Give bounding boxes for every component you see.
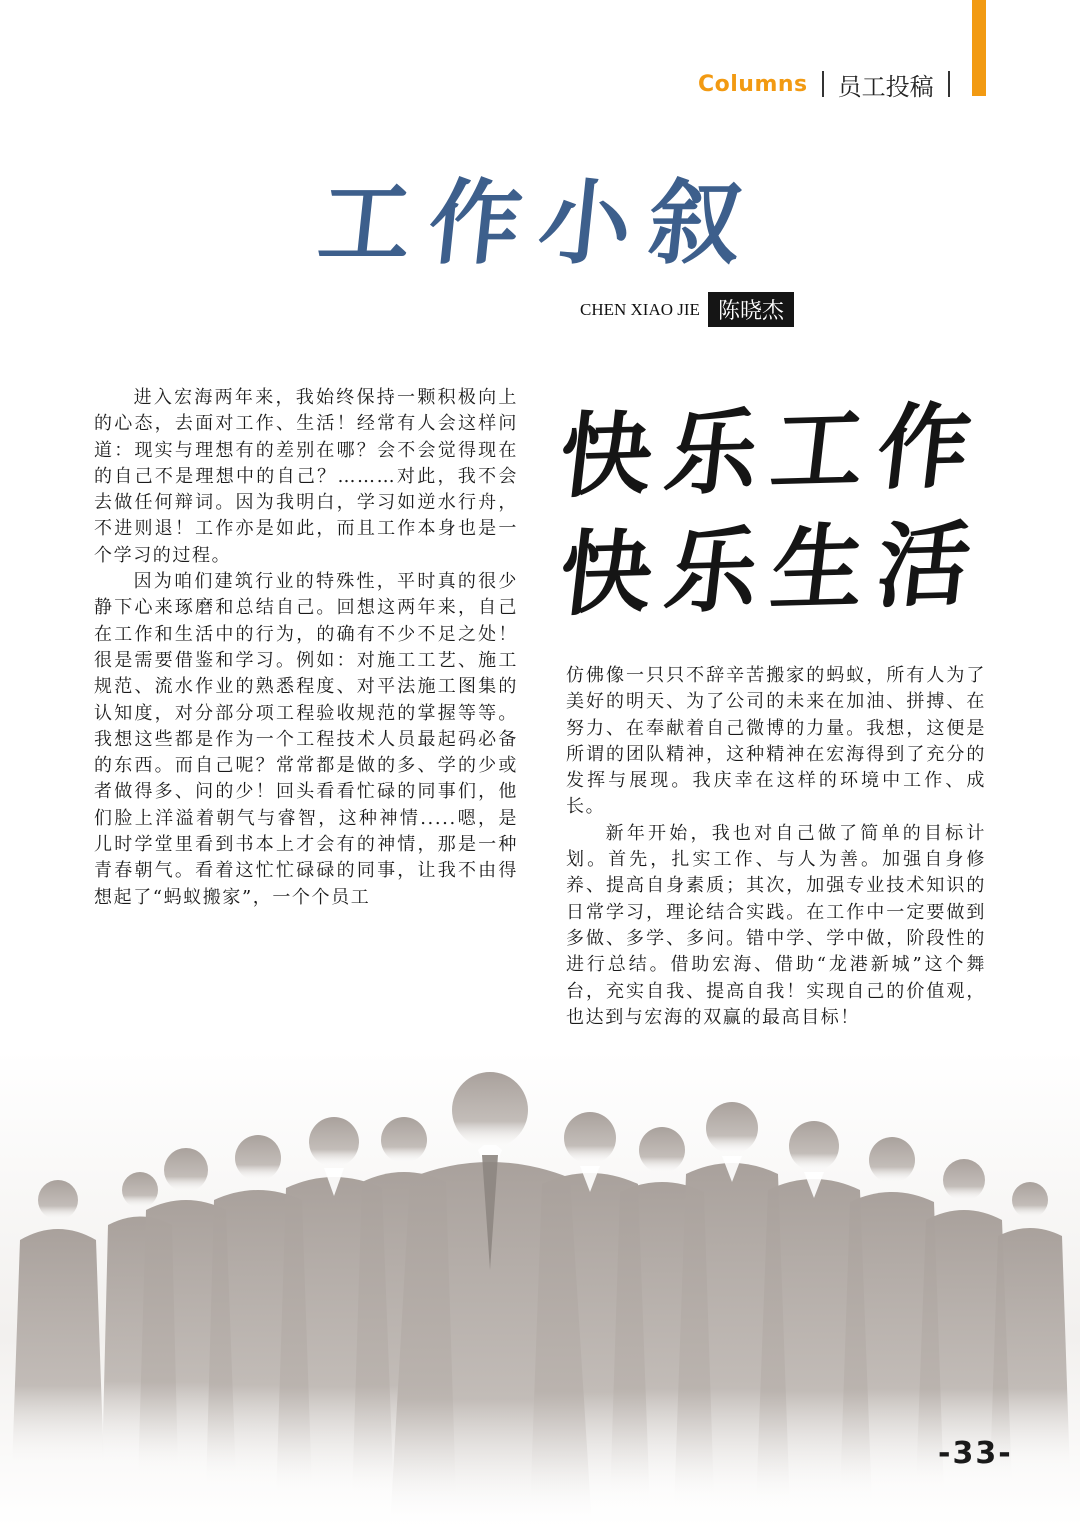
calligraphy-slogan: [553, 391, 1000, 652]
header-divider: [822, 71, 824, 97]
author-name-en: CHEN XIAO JIE: [580, 299, 700, 319]
calligraphy-line-1: 快乐工作: [553, 391, 991, 511]
right-paragraph-1: 仿佛像一只只不辞辛苦搬家的蚂蚁，所有人为了美好的明天、为了公司的未来在加油、拼搏、在努力、在奉献着自己微博的力量。我想，这便是所谓的团队精神，这种精神在宏海得到了充分的发挥与展现。我庆幸在这样的环境中工作、成长。: [566, 665, 986, 818]
calligraphy-line-2: 快乐生活: [553, 509, 991, 629]
article-right-column: [566, 663, 986, 1031]
accent-bar: [972, 0, 986, 96]
right-paragraph-2: 新年开始，我也对自己做了简单的目标计划。首先，扎实工作、与人为善。加强自身修养、提高自身素质；其次，加强专业技术知识的日常学习，理论结合实践。在工作中一定要做到多做、多学、多问。错中学、学中做，阶段性的进行总结。借助宏海、借助“龙港新城”这个舞台，充实自我、提高自我！实现自己的价值观，也达到与宏海的双赢的最高目标！: [566, 822, 986, 1028]
business-crowd-illustration: [0, 1050, 1080, 1527]
author-byline: [580, 292, 794, 327]
article-title: 工作小叙: [313, 170, 765, 277]
left-paragraph-2: 因为咱们建筑行业的特殊性，平时真的很少静下心来琢磨和总结自己。回想这两年来，自己在工作和生活中的行为，的确有不少不足之处！很是需要借鉴和学习。例如：对施工工艺、施工规范、流水作业的熟悉程度、对平法施工图集的认知度，对分部分项工程验收规范的掌握等等。我想这些都是作为一个工程技术人员最起码必备的东西。而自己呢？常常都是做的多、学的少或者做得多、问的少！回头看看忙碌的同事们，他们脸上洋溢着朝气与睿智，这种神情.....嗯，是儿时学堂里看到书本上才会有的神情，那是一种青春朝气。看着这忙忙碌碌的同事，让我不由得想起了“蚂蚁搬家”，一个个员工: [94, 571, 518, 908]
left-paragraph-1: 进入宏海两年来，我始终保持一颗积极向上的心态，去面对工作、生活！经常有人会这样问道：现实与理想有的差别在哪？会不会觉得现在的自己不是理想中的自己？………对此，我不会去做任何辩词。因为我明白，学习如逆水行舟，不进则退！工作亦是如此，而且工作本身也是一个学习的过程。: [94, 387, 518, 566]
article-left-column: [94, 385, 518, 911]
header-divider-end: [948, 71, 950, 97]
page-header: [698, 66, 964, 102]
author-name-cn: 陈晓杰: [708, 292, 794, 327]
page-number: -33-: [938, 1436, 1013, 1471]
column-label: 员工投稿: [837, 72, 934, 101]
section-label: Columns: [698, 71, 808, 97]
